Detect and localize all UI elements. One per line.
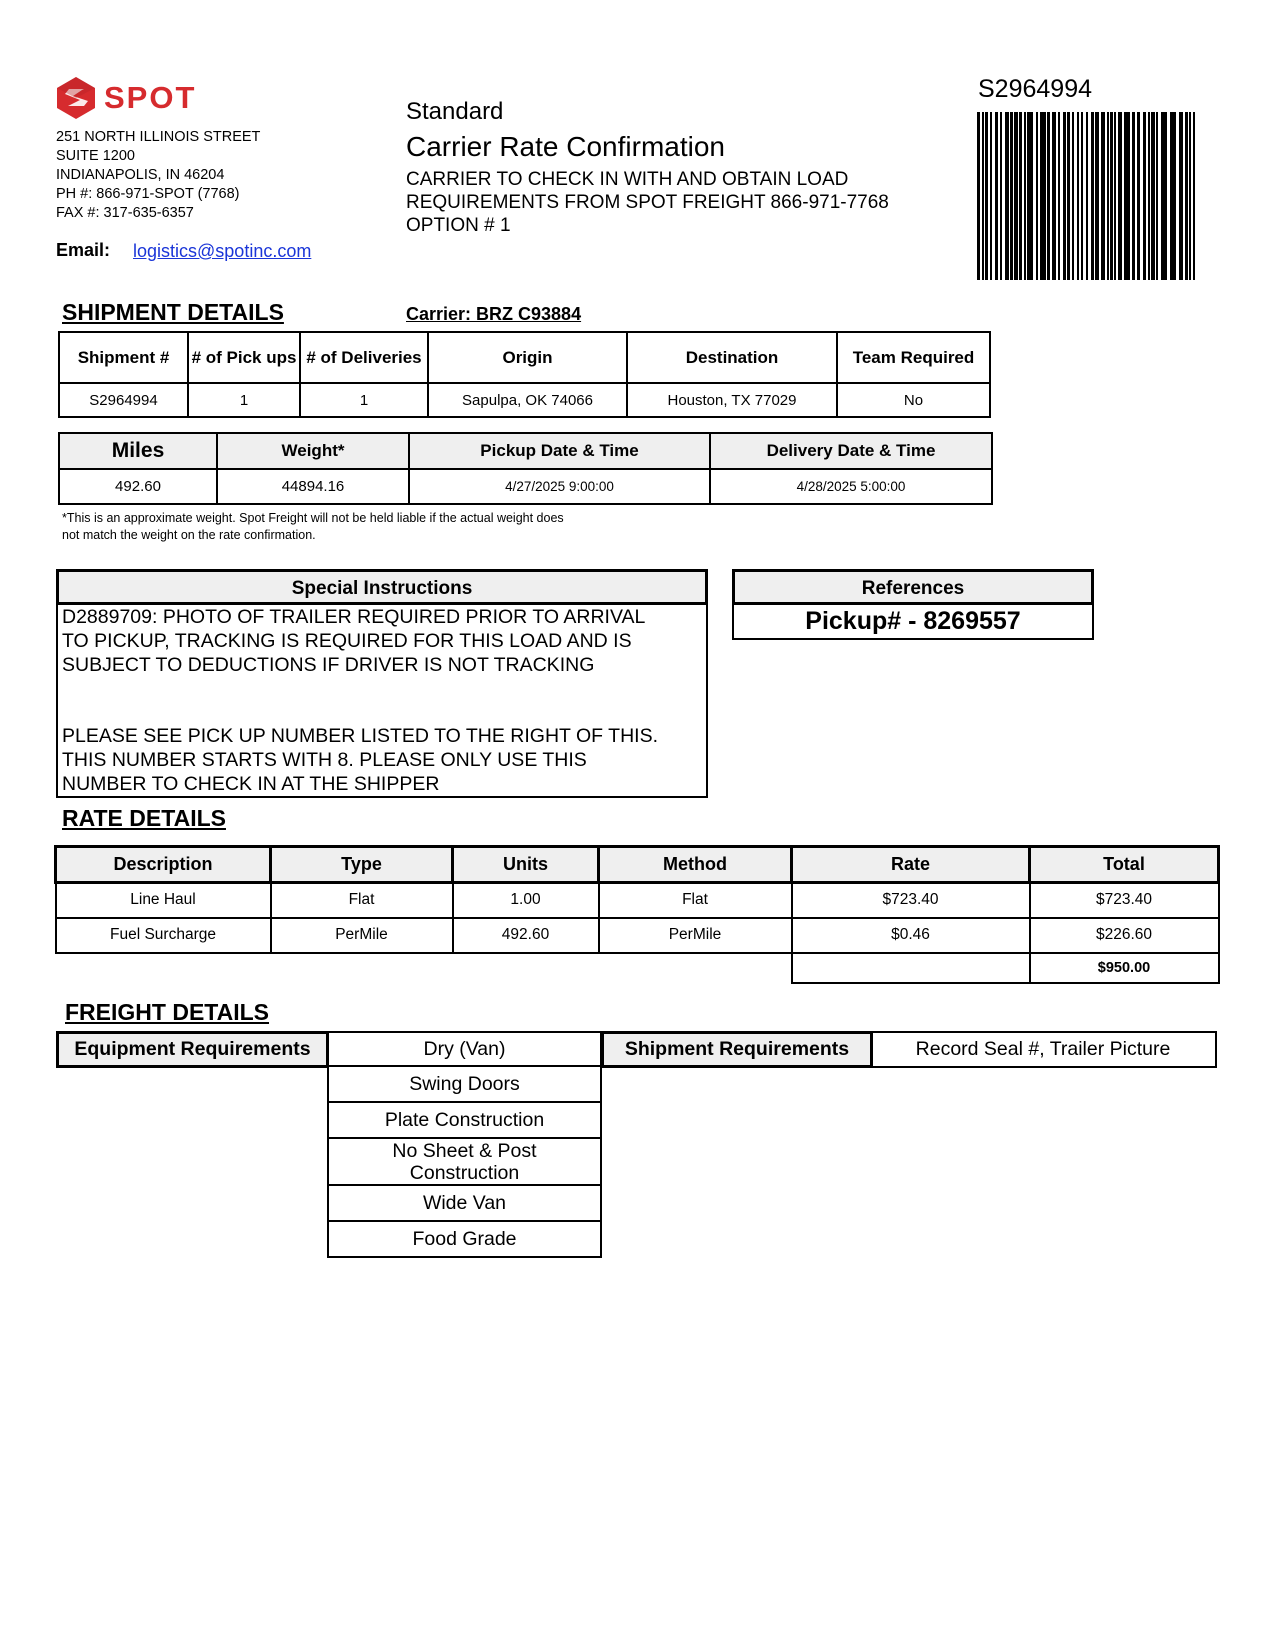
header-pickup-datetime: Pickup Date & Time xyxy=(409,433,710,469)
document-type: Standard xyxy=(406,98,504,125)
barcode-bar xyxy=(1101,112,1105,280)
total-row xyxy=(56,953,1219,983)
barcode-bar xyxy=(1081,112,1083,280)
barcode-bar xyxy=(1118,112,1122,280)
barcode-bar xyxy=(1156,112,1158,280)
barcode-bar xyxy=(1161,112,1167,280)
shipment-details-title: SHIPMENT DETAILS xyxy=(62,299,284,325)
header-total: Total xyxy=(1030,847,1219,883)
cell-description: Fuel Surcharge xyxy=(56,918,271,953)
equipment-item: Dry (Van) xyxy=(327,1031,602,1067)
barcode-bar xyxy=(1170,112,1176,280)
barcode-bar xyxy=(1058,112,1060,280)
instruction-line: SUBJECT TO DEDUCTIONS IF DRIVER IS NOT TRACKING xyxy=(62,654,595,676)
barcode-bar xyxy=(1132,112,1135,280)
header-method: Method xyxy=(599,847,792,883)
cell-shipment-number: S2964994 xyxy=(59,383,188,417)
barcode-bar xyxy=(1000,112,1002,280)
table-row xyxy=(56,883,1219,918)
barcode-bar xyxy=(1151,112,1155,280)
instruction-line: THIS NUMBER STARTS WITH 8. PLEASE ONLY USE THIS xyxy=(62,749,587,771)
shipment-requirements-label: Shipment Requirements xyxy=(601,1031,873,1068)
pickup-reference: Pickup# - 8269557 xyxy=(732,605,1094,640)
barcode-bar xyxy=(1019,112,1022,280)
barcode-bar xyxy=(1148,112,1150,280)
barcode-bar xyxy=(1124,112,1130,280)
equipment-item: Food Grade xyxy=(327,1222,602,1258)
barcode-bar xyxy=(1189,112,1191,280)
barcode-bar xyxy=(1072,112,1074,280)
header-rate: Rate xyxy=(792,847,1030,883)
barcode xyxy=(977,112,1199,280)
barcode-bar xyxy=(1010,112,1013,280)
barcode-bar xyxy=(1114,112,1116,280)
cell-destination: Houston, TX 77029 xyxy=(627,383,837,417)
instruction-line: D2889709: PHOTO OF TRAILER REQUIRED PRIOR TO ARRIVAL xyxy=(62,606,646,628)
cell-deliveries: 1 xyxy=(300,383,428,417)
header-origin: Origin xyxy=(428,332,627,383)
email-link[interactable]: logistics@spotinc.com xyxy=(133,241,312,261)
spot-logo-icon xyxy=(54,76,98,120)
barcode-bar xyxy=(1005,112,1009,280)
barcode-bar xyxy=(1179,112,1183,280)
shipment-dates-table xyxy=(58,432,993,505)
table-row xyxy=(59,469,992,504)
barcode-bar xyxy=(982,112,984,280)
cell-delivery-datetime: 4/28/2025 5:00:00 xyxy=(710,469,992,504)
rate-table xyxy=(54,845,1220,984)
cell-total: $226.60 xyxy=(1030,918,1219,953)
total-spacer-cell xyxy=(792,953,1030,983)
barcode-number: S2964994 xyxy=(978,75,1093,103)
barcode-bar xyxy=(977,112,980,280)
barcode-bar xyxy=(1067,112,1070,280)
special-instructions-header: Special Instructions xyxy=(56,569,708,605)
cell-pickups: 1 xyxy=(188,383,300,417)
carrier-info: Carrier: BRZ C93884 xyxy=(406,304,582,324)
cell-method: PerMile xyxy=(599,918,792,953)
fax-line: FAX #: 317-635-6357 xyxy=(56,205,194,221)
barcode-bar xyxy=(1107,112,1109,280)
barcode-bar xyxy=(1040,112,1046,280)
logo-text: SPOT xyxy=(104,80,197,115)
barcode-bar xyxy=(1027,112,1033,280)
equipment-item: Swing Doors xyxy=(327,1067,602,1103)
equipment-list xyxy=(327,1031,602,1258)
cell-units: 492.60 xyxy=(453,918,599,953)
instruction-line: PLEASE SEE PICK UP NUMBER LISTED TO THE RIGHT OF THIS. xyxy=(62,725,658,747)
references-header: References xyxy=(732,569,1094,605)
weight-disclaimer xyxy=(62,510,564,544)
cell-origin: Sapulpa, OK 74066 xyxy=(428,383,627,417)
header-description: Description xyxy=(56,847,271,883)
header-miles: Miles xyxy=(59,433,217,469)
barcode-bar xyxy=(1185,112,1188,280)
header-weight: Weight* xyxy=(217,433,409,469)
disclaimer-line: *This is an approximate weight. Spot Freight will not be held liable if the actual weight does xyxy=(62,511,564,525)
header-deliveries: # of Deliveries xyxy=(300,332,428,383)
cell-description: Line Haul xyxy=(56,883,271,918)
address-line: INDIANAPOLIS, IN 46204 xyxy=(56,167,225,183)
table-row xyxy=(56,918,1219,953)
equipment-item: No Sheet & Post Construction xyxy=(327,1139,602,1186)
company-address xyxy=(56,128,260,223)
barcode-bar xyxy=(1024,112,1026,280)
cell-weight: 44894.16 xyxy=(217,469,409,504)
header-shipment-number: Shipment # xyxy=(59,332,188,383)
cell-method: Flat xyxy=(599,883,792,918)
barcode-bar xyxy=(985,112,988,280)
grand-total: $950.00 xyxy=(1030,953,1219,983)
cell-total: $723.40 xyxy=(1030,883,1219,918)
phone-line: PH #: 866-971-SPOT (7768) xyxy=(56,186,240,202)
barcode-bar xyxy=(1047,112,1050,280)
freight-details-title: FREIGHT DETAILS xyxy=(65,999,270,1025)
shipment-requirements-value: Record Seal #, Trailer Picture xyxy=(871,1031,1217,1068)
equipment-requirements-label: Equipment Requirements xyxy=(56,1031,329,1068)
header-destination: Destination xyxy=(627,332,837,383)
email-label: Email: xyxy=(56,240,111,260)
equipment-item: Plate Construction xyxy=(327,1103,602,1139)
barcode-bar xyxy=(1014,112,1018,280)
barcode-bar xyxy=(990,112,992,280)
header-units: Units xyxy=(453,847,599,883)
barcode-bar xyxy=(995,112,998,280)
barcode-bar xyxy=(1086,112,1088,280)
instruction-line: TO PICKUP, TRACKING IS REQUIRED FOR THIS LOAD AND IS xyxy=(62,630,632,652)
cell-pickup-datetime: 4/27/2025 9:00:00 xyxy=(409,469,710,504)
shipment-table xyxy=(58,331,991,418)
cell-units: 1.00 xyxy=(453,883,599,918)
barcode-bar xyxy=(1110,112,1113,280)
barcode-bar xyxy=(1063,112,1066,280)
disclaimer-line: not match the weight on the rate confirmation. xyxy=(62,528,316,542)
cell-miles: 492.60 xyxy=(59,469,217,504)
instruction-line: NUMBER TO CHECK IN AT THE SHIPPER xyxy=(62,773,440,795)
address-line: 251 NORTH ILLINOIS STREET xyxy=(56,129,261,145)
header-type: Type xyxy=(271,847,453,883)
address-line: SUITE 1200 xyxy=(56,148,135,164)
barcode-bar xyxy=(1077,112,1079,280)
cell-rate: $0.46 xyxy=(792,918,1030,953)
spot-logo xyxy=(54,76,204,120)
barcode-bar xyxy=(1143,112,1146,280)
header-pickups: # of Pick ups xyxy=(188,332,300,383)
cell-type: PerMile xyxy=(271,918,453,953)
document-title: Carrier Rate Confirmation xyxy=(406,131,725,162)
barcode-bar xyxy=(1052,112,1056,280)
barcode-bar xyxy=(1095,112,1099,280)
barcode-bar xyxy=(1036,112,1038,280)
checkin-note: CARRIER TO CHECK IN WITH AND OBTAIN LOAD REQUIREMENTS FROM SPOT FREIGHT 866-971-7768 OPTION # 1 xyxy=(406,169,889,236)
cell-type: Flat xyxy=(271,883,453,918)
barcode-bar xyxy=(1091,112,1094,280)
equipment-item: Wide Van xyxy=(327,1186,602,1222)
special-instructions-body xyxy=(56,605,708,798)
header-team-required: Team Required xyxy=(837,332,990,383)
cell-rate: $723.40 xyxy=(792,883,1030,918)
table-row xyxy=(59,383,990,417)
header-delivery-datetime: Delivery Date & Time xyxy=(710,433,992,469)
barcode-bar xyxy=(1137,112,1140,280)
cell-team-required: No xyxy=(837,383,990,417)
rate-details-title: RATE DETAILS xyxy=(62,805,226,831)
barcode-bar xyxy=(1193,112,1195,280)
